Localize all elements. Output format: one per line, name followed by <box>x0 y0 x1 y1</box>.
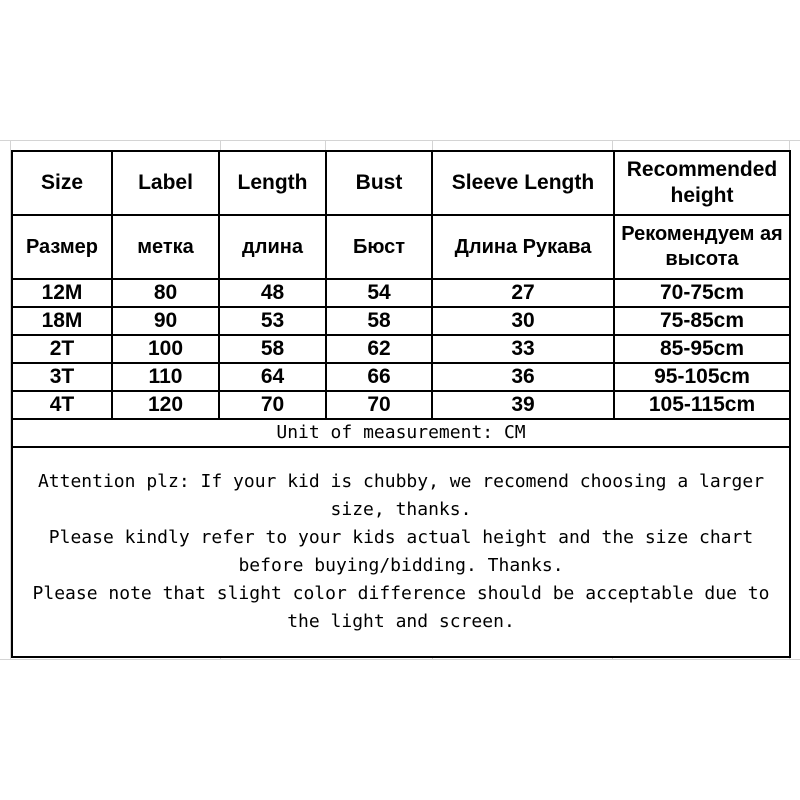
cell-length: 48 <box>219 279 326 307</box>
header-bust-ru: Бюст <box>326 215 432 279</box>
cell-bust: 54 <box>326 279 432 307</box>
header-length-ru: длина <box>219 215 326 279</box>
header-label-ru: метка <box>112 215 219 279</box>
cell-size: 4T <box>12 391 112 419</box>
cell-sleeve-length: 36 <box>432 363 614 391</box>
note-color-difference: Please note that slight color difference should be acceptable due to the light and screen. <box>32 583 770 632</box>
table-row <box>12 335 790 363</box>
unit-row <box>12 419 790 447</box>
cell-size: 3T <box>12 363 112 391</box>
header-recommended-height-ru: Рекомендуем ая высота <box>614 215 790 279</box>
cell-sleeve-length: 30 <box>432 307 614 335</box>
table-row <box>12 391 790 419</box>
notes-cell <box>12 447 790 657</box>
header-label: Label <box>112 151 219 215</box>
cell-bust: 70 <box>326 391 432 419</box>
cell-size: 18M <box>12 307 112 335</box>
cell-sleeve-length: 33 <box>432 335 614 363</box>
cell-bust: 58 <box>326 307 432 335</box>
cell-length: 58 <box>219 335 326 363</box>
cell-label: 110 <box>112 363 219 391</box>
cell-length: 64 <box>219 363 326 391</box>
header-bust: Bust <box>326 151 432 215</box>
header-size-ru: Размер <box>12 215 112 279</box>
cell-label: 90 <box>112 307 219 335</box>
cell-recommended-height: 70-75cm <box>614 279 790 307</box>
cell-sleeve-length: 27 <box>432 279 614 307</box>
cell-label: 100 <box>112 335 219 363</box>
cell-length: 53 <box>219 307 326 335</box>
size-table <box>11 150 791 658</box>
header-length: Length <box>219 151 326 215</box>
note-chubby: Attention plz: If your kid is chubby, we recomend choosing a larger size, thanks. <box>37 471 765 520</box>
cell-label: 120 <box>112 391 219 419</box>
cell-recommended-height: 75-85cm <box>614 307 790 335</box>
header-sleeve-length-ru: Длина Рукава <box>432 215 614 279</box>
header-recommended-height: Recommended height <box>614 151 790 215</box>
header-sleeve-length: Sleeve Length <box>432 151 614 215</box>
unit-of-measurement: Unit of measurement: CM <box>12 419 790 447</box>
notes-row <box>12 447 790 657</box>
table-row <box>12 307 790 335</box>
size-chart <box>11 150 789 646</box>
table-row <box>12 363 790 391</box>
table-row <box>12 279 790 307</box>
cell-recommended-height: 105-115cm <box>614 391 790 419</box>
cell-bust: 66 <box>326 363 432 391</box>
cell-size: 12M <box>12 279 112 307</box>
cell-sleeve-length: 39 <box>432 391 614 419</box>
cell-size: 2T <box>12 335 112 363</box>
note-refer-height: Please kindly refer to your kids actual height and the size chart before buying/bidding. Thanks. <box>48 527 754 576</box>
cell-label: 80 <box>112 279 219 307</box>
cell-recommended-height: 95-105cm <box>614 363 790 391</box>
cell-recommended-height: 85-95cm <box>614 335 790 363</box>
cell-bust: 62 <box>326 335 432 363</box>
header-size: Size <box>12 151 112 215</box>
header-row-english <box>12 151 790 215</box>
cell-length: 70 <box>219 391 326 419</box>
header-row-russian <box>12 215 790 279</box>
